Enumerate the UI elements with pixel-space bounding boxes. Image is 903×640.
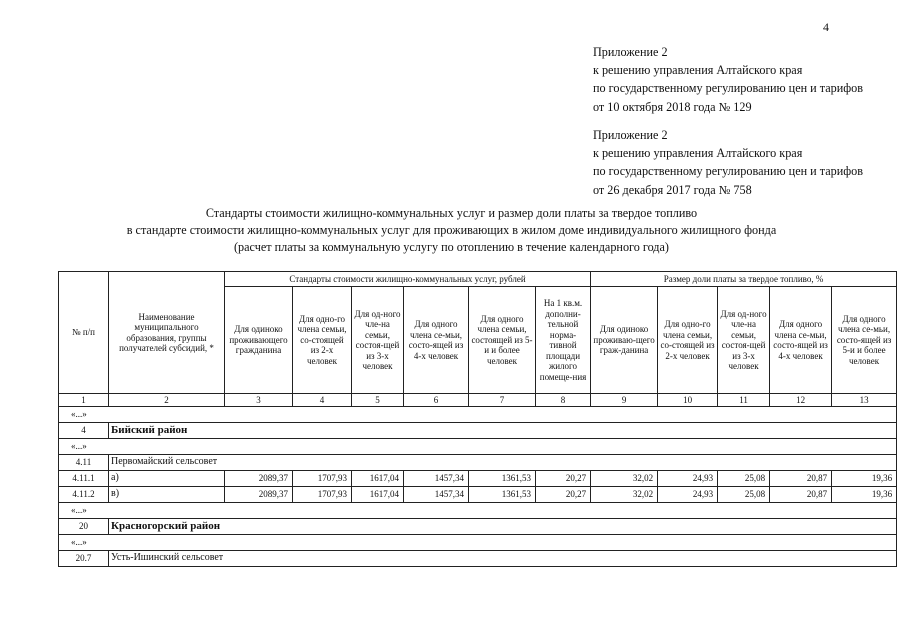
column-index: 8 [536, 394, 591, 407]
subdivision-row [59, 455, 897, 471]
ellipsis-row [59, 407, 897, 423]
appendix-previous-note [593, 126, 863, 199]
table-row [59, 471, 897, 487]
column-index: 12 [770, 394, 832, 407]
value-cell: 1361,53 [469, 471, 536, 487]
value-cell: 1617,04 [352, 471, 404, 487]
ellipsis-row [59, 535, 897, 551]
appendix-line: по государственному регулированию цен и тарифов [593, 81, 863, 96]
header-standard-per-sqm: На 1 кв.м. дополни-тельной норма-тивной площади жилого помеще-ния [536, 287, 591, 394]
header-standard-5-persons: Для одного члена семьи, состоящей из 5-и и более человек [469, 287, 536, 394]
header-share-4-persons: Для одного члена се-мьи, состо-ящей из 4-х человек [770, 287, 832, 394]
region-row [59, 423, 897, 439]
ellipsis-row [59, 503, 897, 519]
subdivision-number: 4.11 [59, 455, 109, 471]
value-cell: 2089,37 [225, 487, 293, 503]
value-cell: 1457,34 [404, 487, 469, 503]
appendix-current-note [593, 43, 863, 116]
value-cell: 1361,53 [469, 487, 536, 503]
column-index: 11 [718, 394, 770, 407]
region-row [59, 519, 897, 535]
header-standard-3-persons: Для од-ного чле-на семьи, состоя-щей из 3-х человек [352, 287, 404, 394]
value-cell: 1707,93 [293, 471, 352, 487]
subdivision-row [59, 551, 897, 567]
value-cell: 1457,34 [404, 471, 469, 487]
ellipsis-row [59, 439, 897, 455]
appendix-line: к решению управления Алтайского края [593, 146, 803, 161]
value-cell: 19,36 [832, 487, 897, 503]
row-group-label: а) [109, 471, 225, 487]
header-group-fuel-share: Размер доли платы за твердое топливо, % [591, 272, 897, 287]
column-index: 7 [469, 394, 536, 407]
ellipsis-text: «...» [59, 535, 897, 551]
region-number: 4 [59, 423, 109, 439]
column-index: 5 [352, 394, 404, 407]
value-cell: 1707,93 [293, 487, 352, 503]
value-cell: 20,27 [536, 487, 591, 503]
column-index: 1 [59, 394, 109, 407]
tariff-table [58, 271, 897, 567]
column-index: 13 [832, 394, 897, 407]
header-share-single: Для одиноко проживаю-щего граж-данина [591, 287, 658, 394]
title-line: Стандарты стоимости жилищно-коммунальных услуг и размер доли платы за твердое топливо [205, 206, 698, 220]
column-index: 2 [109, 394, 225, 407]
header-standard-4-persons: Для одного члена се-мьи, состо-ящей из 4-х человек [404, 287, 469, 394]
region-name: Бийский район [109, 423, 897, 439]
value-cell: 1617,04 [352, 487, 404, 503]
column-index: 9 [591, 394, 658, 407]
column-index: 3 [225, 394, 293, 407]
header-standard-single: Для одиноко проживающего гражданина [225, 287, 293, 394]
column-index: 10 [658, 394, 718, 407]
header-share-5-persons: Для одного члена се-мьи, состо-ящей из 5-и и более человек [832, 287, 897, 394]
row-group-label: в) [109, 487, 225, 503]
subdivision-name: Первомайский сельсовет [109, 455, 897, 471]
header-share-3-persons: Для од-ного чле-на семьи, состоя-щей из 3-х человек [718, 287, 770, 394]
value-cell: 2089,37 [225, 471, 293, 487]
value-cell: 32,02 [591, 471, 658, 487]
ellipsis-text: «...» [59, 503, 897, 519]
appendix-line: по государственному регулированию цен и тарифов [593, 164, 863, 179]
header-number: № п/п [59, 272, 109, 394]
value-cell: 20,87 [770, 487, 832, 503]
appendix-line: к решению управления Алтайского края [593, 63, 803, 78]
appendix-line: Приложение 2 [593, 128, 668, 142]
value-cell: 24,93 [658, 471, 718, 487]
document-title [0, 205, 903, 256]
column-index: 6 [404, 394, 469, 407]
appendix-line: Приложение 2 [593, 45, 668, 59]
row-number: 4.11.1 [59, 471, 109, 487]
subdivision-name: Усть-Ишинский сельсовет [109, 551, 897, 567]
value-cell: 20,87 [770, 471, 832, 487]
value-cell: 24,93 [658, 487, 718, 503]
page-number: 4 [823, 20, 829, 34]
appendix-line: от 10 октября 2018 года № 129 [593, 99, 752, 114]
header-standard-2-persons: Для одно-го члена семьи, со-стоящей из 2-х человек [293, 287, 352, 394]
column-index-row [59, 394, 897, 407]
ellipsis-text: «...» [59, 439, 897, 455]
value-cell: 25,08 [718, 471, 770, 487]
title-line: (расчет платы за коммунальную услугу по отоплению в течение календарного года) [234, 240, 669, 254]
appendix-line: от 26 декабря 2017 года № 758 [593, 182, 752, 197]
row-number: 4.11.2 [59, 487, 109, 503]
header-group-standards: Стандарты стоимости жилищно-коммунальных услуг, рублей [225, 272, 591, 287]
subdivision-number: 20.7 [59, 551, 109, 567]
header-share-2-persons: Для одно-го члена семьи, со-стоящей из 2-х человек [658, 287, 718, 394]
value-cell: 20,27 [536, 471, 591, 487]
title-line: в стандарте стоимости жилищно-коммунальных услуг для проживающих в жилом доме индивидуального жилищного фонда [126, 223, 777, 237]
table-row [59, 487, 897, 503]
column-index: 4 [293, 394, 352, 407]
value-cell: 32,02 [591, 487, 658, 503]
region-name: Красногорский район [109, 519, 897, 535]
header-municipality: Наименование муниципального образования, группы получателей субсидий, * [109, 272, 225, 394]
value-cell: 25,08 [718, 487, 770, 503]
region-number: 20 [59, 519, 109, 535]
ellipsis-text: «...» [59, 407, 897, 423]
value-cell: 19,36 [832, 471, 897, 487]
